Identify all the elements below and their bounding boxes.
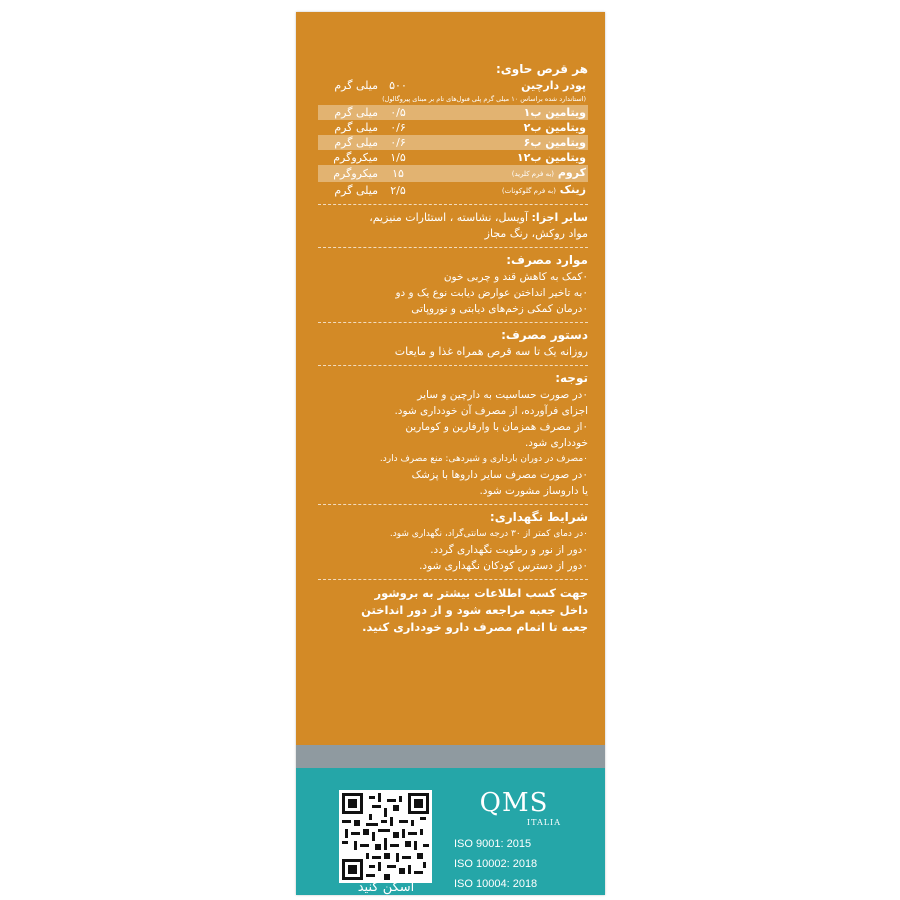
ingredients-heading: هر قرص حاوی: xyxy=(495,62,588,76)
ingredient-name: ویتامین ب۶ xyxy=(523,136,586,149)
cautions-heading: توجه: xyxy=(555,371,588,385)
footer-note-line: جهت کسب اطلاعات بیشتر به بروشور xyxy=(374,586,588,600)
footer-note xyxy=(318,585,588,636)
list-item: ٠در صورت مصرف سایر داروها با پزشک xyxy=(411,469,588,481)
ingredient-unit: میلی گرم xyxy=(334,121,378,134)
ingredient-note: (استاندارد شده براساس ۱۰ میلی گرم پلی فنول‌های تام بر مبنای پیروگالول) xyxy=(382,95,586,103)
cautions-list xyxy=(318,387,588,499)
ingredient-unit: میلی گرم xyxy=(334,79,378,92)
divider xyxy=(318,322,588,323)
ingredient-amount: ۰/۵ xyxy=(380,105,416,120)
list-item: یا داروساز مشورت شود. xyxy=(479,485,588,497)
divider xyxy=(318,365,588,366)
other-ingredients xyxy=(318,210,588,242)
list-item: ٠در صورت حساسیت به دارچین و سایر xyxy=(417,389,588,401)
ingredient-unit: میلی گرم xyxy=(318,105,380,120)
ingredient-name: ویتامین ب۱۲ xyxy=(516,151,586,164)
ingredient-name: زینک xyxy=(559,183,586,196)
list-item: ٠کمک به کاهش قند و چربی خون xyxy=(443,271,588,283)
iso-certificate: ISO 10004: 2018 xyxy=(454,878,538,890)
divider xyxy=(318,204,588,205)
iso-certificate: ISO 10002: 2018 xyxy=(454,858,538,870)
iso-certificate: ISO 9001: 2015 xyxy=(454,838,532,850)
certification-panel xyxy=(296,768,605,895)
storage-list xyxy=(318,526,588,574)
ingredient-row xyxy=(318,150,588,165)
divider xyxy=(318,247,588,248)
ingredient-name: پودر دارچین xyxy=(521,79,586,92)
ingredient-amount: ۰/۶ xyxy=(380,135,416,150)
other-ingredients-line: آویسل، نشاسته ، استئارات منیزیم، xyxy=(369,211,529,224)
ingredient-row xyxy=(318,182,588,199)
divider xyxy=(318,504,588,505)
list-item: ٠مصرف در دوران بارداری و شیردهی: منع مصرف دارد. xyxy=(379,454,588,464)
ingredient-note-row xyxy=(318,93,588,105)
qr-code-icon[interactable] xyxy=(339,790,432,883)
ingredient-amount: ۱۵ xyxy=(380,165,416,182)
ingredient-amount: ۲/۵ xyxy=(390,184,406,197)
divider xyxy=(318,579,588,580)
other-ingredients-line: مواد روکش، رنگ مجاز xyxy=(484,227,588,240)
ingredient-row xyxy=(318,78,588,93)
ingredient-amount: ۱/۵ xyxy=(390,151,406,164)
list-item: ٠از مصرف همزمان با وارفارین و کومارین xyxy=(405,421,588,433)
ingredient-qualifier: (به فرم گلوکونات) xyxy=(501,187,556,195)
ingredient-name: ویتامین ب۲ xyxy=(523,121,586,134)
ingredient-row xyxy=(318,165,588,182)
dosage-text: روزانه یک تا سه قرص همراه غذا و مایعات xyxy=(394,345,588,358)
list-item: ٠درمان کمکی زخم‌های دیابتی و نوروپاتی xyxy=(411,303,588,315)
label-panel xyxy=(318,62,588,636)
ingredient-row xyxy=(318,105,588,120)
qms-logo-subtitle: ITALIA xyxy=(526,818,561,827)
ingredient-unit: میکروگرم xyxy=(333,151,378,164)
list-item: ٠به تاخیر انداختن عوارض دیابت نوع یک و دو xyxy=(395,287,588,299)
footer-note-line: داخل جعبه مراجعه شود و از دور انداختن xyxy=(361,603,588,617)
scan-label: اسکن کنید xyxy=(357,880,415,895)
ingredient-amount: ۵۰۰ xyxy=(389,79,407,92)
ingredient-unit: میلی گرم xyxy=(334,184,378,197)
ingredient-row xyxy=(318,135,588,150)
gray-band xyxy=(296,745,605,768)
ingredient-name: ویتامین ب۱ xyxy=(523,106,586,119)
list-item: ٠در دمای کمتر از ۳۰ درجه سانتی‌گراد، نگهداری شود. xyxy=(389,529,588,539)
footer-note-line: جعبه تا اتمام مصرف دارو خودداری کنید. xyxy=(362,620,588,634)
ingredient-unit: میکروگرم xyxy=(318,165,380,182)
ingredient-qualifier: (به فرم کلرید) xyxy=(511,170,555,178)
qms-logo: QMS xyxy=(479,788,549,818)
ingredients-table xyxy=(318,78,588,199)
ingredient-unit: میلی گرم xyxy=(318,135,380,150)
list-item: اجزای فرآورده، از مصرف آن خودداری شود. xyxy=(394,405,588,417)
ingredient-row xyxy=(318,120,588,135)
uses-heading: موارد مصرف: xyxy=(506,253,588,267)
list-item: خودداری شود. xyxy=(524,437,588,449)
ingredient-name: کروم xyxy=(557,166,586,179)
dosage-heading: دستور مصرف: xyxy=(501,328,588,342)
list-item: ٠دور از دسترس کودکان نگهداری شود. xyxy=(419,560,588,572)
product-box-side xyxy=(296,12,605,895)
uses-list xyxy=(318,269,588,317)
list-item: ٠دور از نور و رطوبت نگهداری گردد. xyxy=(430,544,588,556)
ingredient-amount: ۰/۶ xyxy=(390,121,406,134)
other-ingredients-label: سایر اجزا: xyxy=(531,211,588,224)
storage-heading: شرایط نگهداری: xyxy=(489,510,588,524)
